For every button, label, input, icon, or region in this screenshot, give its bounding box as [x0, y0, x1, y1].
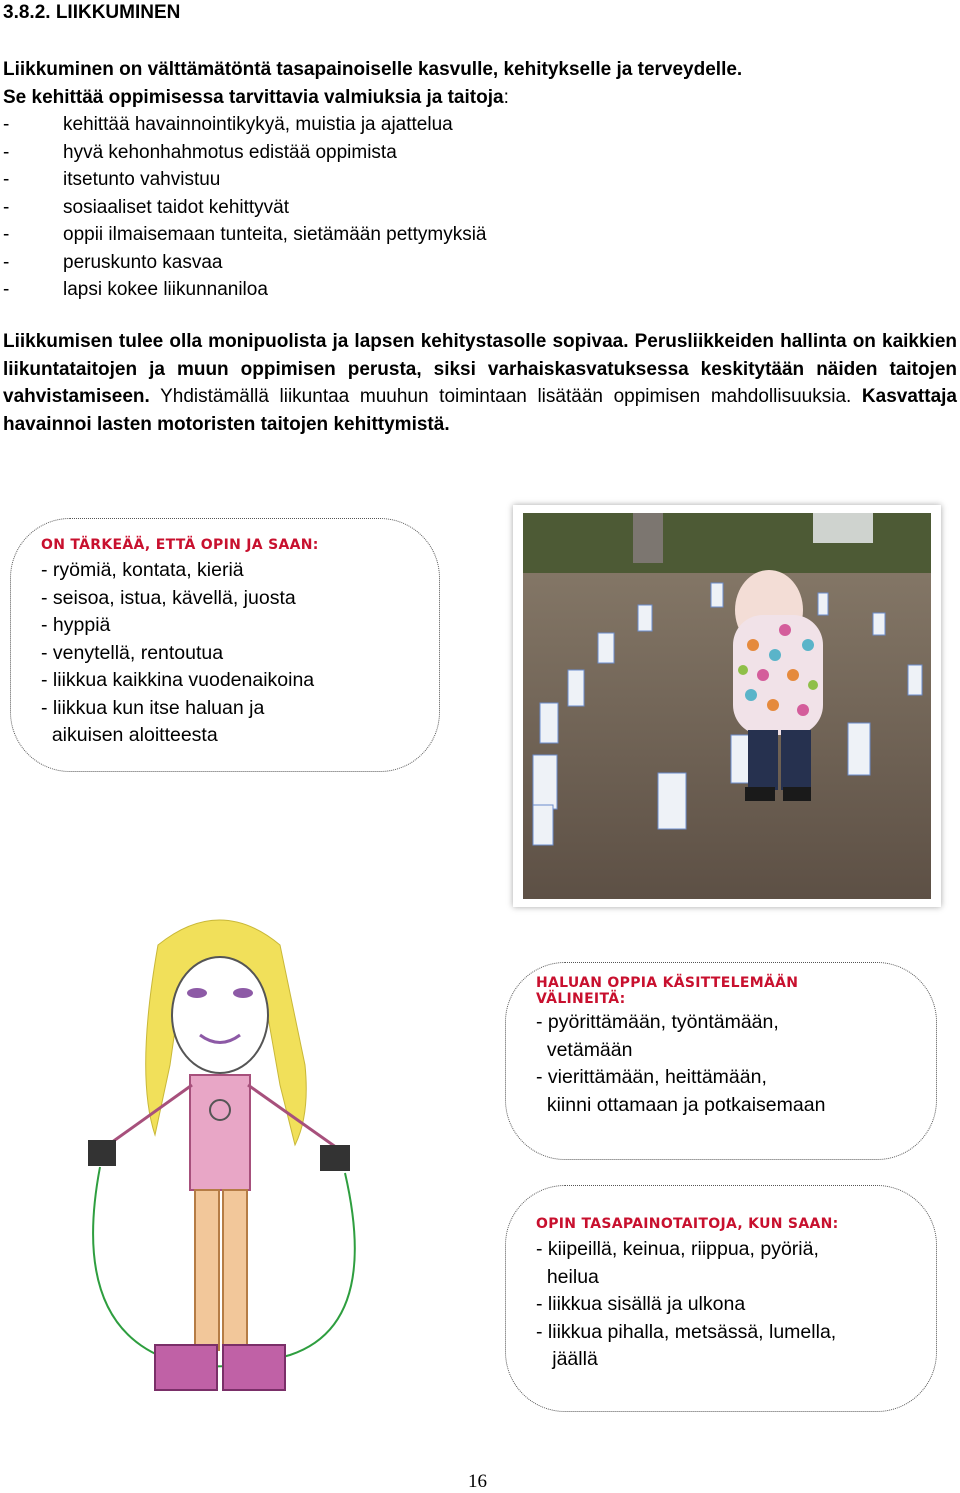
dash: -: [3, 141, 10, 163]
list-item-text: hyvä kehonhahmotus edistää oppimista: [63, 141, 397, 163]
bubble-line: - hyppiä: [41, 614, 111, 636]
intro-bold-line-2: Se kehittää oppimisessa tarvittavia valmiuksia ja taitoja: [3, 86, 504, 108]
list-item: [3, 194, 957, 222]
list-item-text: lapsi kokee liikunnaniloa: [63, 279, 268, 300]
dash: -: [3, 114, 10, 135]
paragraph-bold-1: Liikkumisen tulee olla monipuolista ja lapsen kehitystasolle sopivaa. Perusliikkeiden hallinta on kaikkien liikuntataitojen ja muun oppimisen perusta, siksi varhaiskasvatuksessa keskitytään näiden taitojen vahvistamiseen.: [3, 331, 957, 407]
bubble-line: vetämään: [536, 1038, 633, 1061]
bubble-title: ON TÄRKEÄÄ, ETTÄ OPIN JA SAAN:: [41, 537, 319, 553]
bubble-line: - liikkua kun itse haluan ja: [41, 696, 265, 719]
child-drawing: [80, 905, 420, 1445]
bubble-line: - seisoa, istua, kävellä, juosta: [41, 586, 296, 609]
benefit-list: [3, 111, 957, 304]
list-item: [3, 221, 957, 249]
intro-line-2: [3, 84, 957, 112]
dash: -: [3, 251, 10, 273]
bubble-title: VÄLINEITÄ:: [536, 991, 626, 1007]
bubble-title: OPIN TASAPAINOTAITOJA, KUN SAAN:: [536, 1216, 839, 1232]
list-item-text: oppii ilmaisemaan tunteita, sietämään pettymyksiä: [63, 224, 487, 245]
list-item: [3, 276, 957, 304]
list-item: [3, 111, 957, 139]
drawing-image: [80, 905, 420, 1445]
bubble-line: heilua: [536, 1265, 599, 1288]
list-item: [3, 166, 957, 194]
bubble-line: - pyörittämään, työntämään,: [536, 1011, 779, 1033]
bubble-line: kiinni ottamaan ja potkaisemaan: [536, 1093, 826, 1116]
bubble-line: - liikkua sisällä ja ulkona: [536, 1293, 746, 1315]
paragraph-normal-1: Yhdistämällä liikuntaa muuhun toimintaan lisätään oppimisen mahdollisuuksia.: [149, 386, 852, 407]
bubble-line: aikuisen aloitteesta: [41, 724, 218, 746]
bubble-line: - liikkua pihalla, metsässä, lumella,: [536, 1320, 837, 1343]
list-item: [3, 249, 957, 277]
bubble-title: HALUAN OPPIA KÄSITTELEMÄÄN: [536, 975, 799, 991]
speech-bubble-tools: [505, 962, 937, 1160]
photo-image: [513, 505, 941, 907]
bubble-line: jäällä: [536, 1348, 598, 1370]
dash: -: [3, 169, 10, 190]
intro-colon: :: [503, 86, 509, 108]
list-item-text: itsetunto vahvistuu: [63, 169, 221, 190]
list-item-text: kehittää havainnointikykyä, muistia ja ajattelua: [63, 114, 453, 135]
bubble-line: - vierittämään, heittämään,: [536, 1066, 767, 1088]
intro-bold-line-1: Liikkuminen on välttämätöntä tasapainoiselle kasvulle, kehitykselle ja terveydelle.: [3, 59, 743, 80]
body-paragraph: [3, 328, 957, 438]
dash: -: [3, 279, 10, 300]
speech-bubble-balance: [505, 1185, 937, 1412]
paragraph-bold-2: Kasvattaja havainnoi lasten motoristen taitojen kehittymistä.: [3, 386, 957, 435]
bubble-line: - ryömiä, kontata, kieriä: [41, 559, 244, 581]
list-item: [3, 139, 957, 167]
speech-bubble-important: [10, 518, 440, 772]
dash: -: [3, 224, 10, 245]
page-number: 16: [468, 1471, 487, 1492]
list-item-text: peruskunto kasvaa: [63, 251, 223, 273]
bubble-line: - liikkua kaikkina vuodenaikoina: [41, 669, 315, 691]
bubble-line: - kiipeillä, keinua, riippua, pyöriä,: [536, 1238, 819, 1260]
bubble-line: - venytellä, rentoutua: [41, 641, 224, 664]
intro-block: [3, 56, 957, 304]
section-heading: 3.8.2. LIIKKUMINEN: [3, 2, 181, 23]
photo-child-playing: [513, 505, 941, 907]
dash: -: [3, 196, 10, 218]
list-item-text: sosiaaliset taidot kehittyvät: [63, 196, 290, 218]
